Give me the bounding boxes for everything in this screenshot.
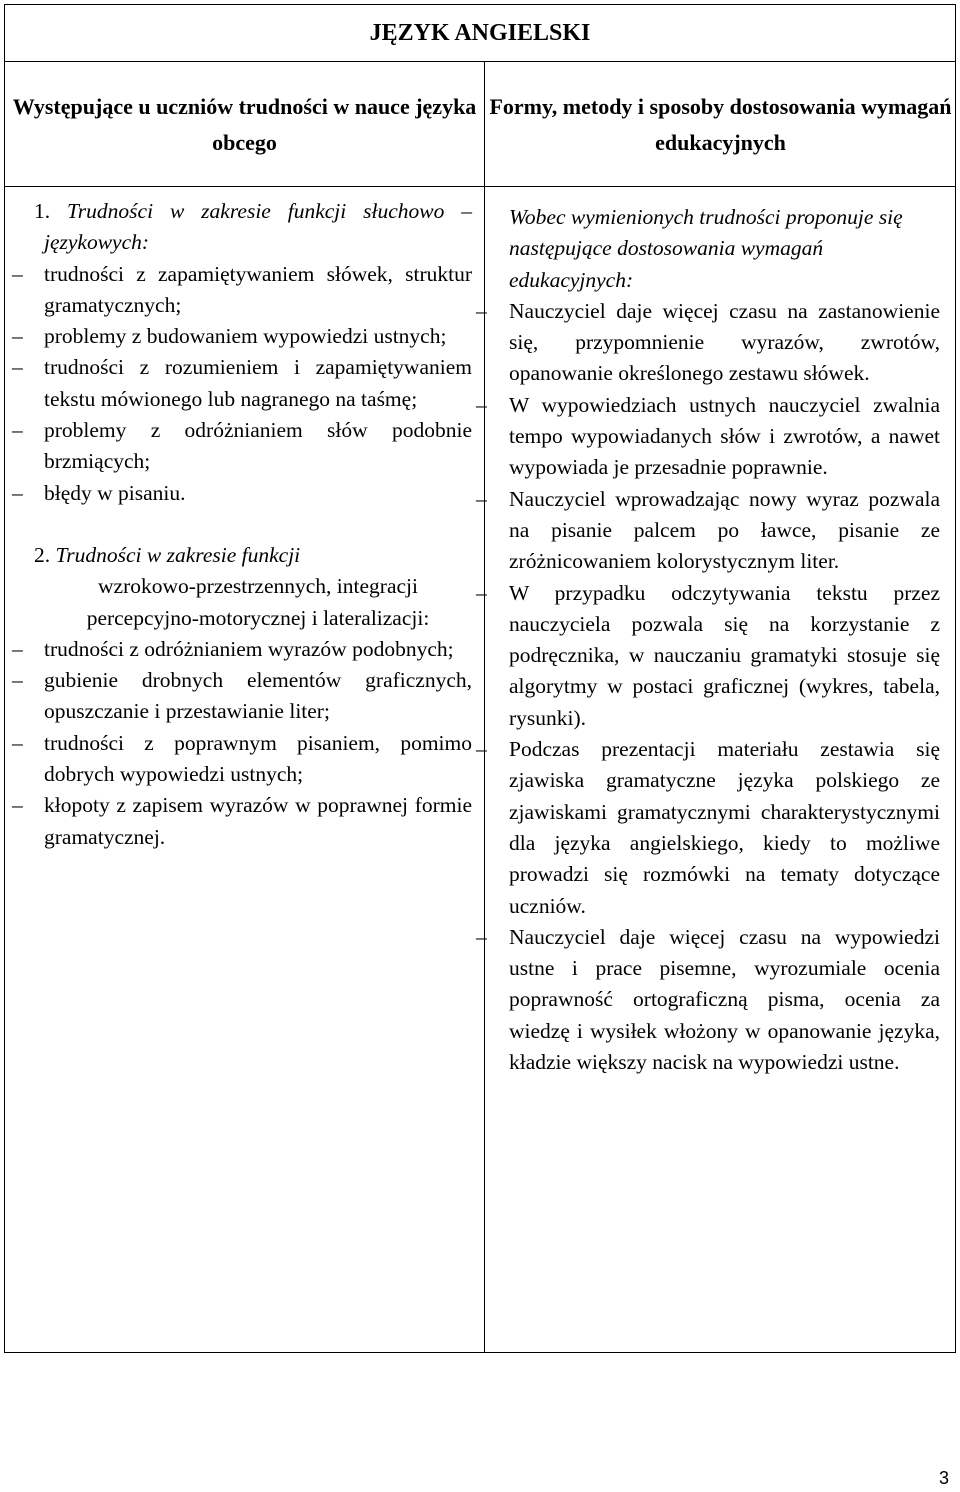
- list-item-text: W wypowiedziach ustnych nauczyciel zwalnia tempo wypowiadanych słów i zwrotów, a nawet wypowiada je przesadnie poprawnie.: [509, 392, 940, 480]
- list-item-text: Nauczyciel daje więcej czasu na zastanowienie się, przypomnienie wyrazów, zwrotów, opanowanie określonego zestawu słówek.: [509, 298, 940, 386]
- column-divider: [484, 62, 485, 1352]
- list-item-text: Nauczyciel daje więcej czasu na wypowiedzi ustne i prace pisemne, wyrozumiale ocenia poprawność ortograficzną pisma, ocenia za wiedzę i wysiłek włożony w opanowanie języka, kładzie większy nacisk na wypowiedzi ustne.: [509, 924, 940, 1075]
- dash-bullet: –: [12, 324, 23, 349]
- difficulty-list: [10, 259, 472, 509]
- list-item-text: W przypadku odczytywania tekstu przez nauczyciela pozwala się na korzystanie z podręcznika, w nauczaniu gramatyki stosuje się algorytmy w postaci graficznej (wykres, tabela, rysunki).: [509, 580, 940, 730]
- table-title: JĘZYK ANGIELSKI: [5, 5, 955, 62]
- adaptations-list: [476, 296, 940, 1078]
- list-item: [10, 790, 472, 853]
- difficulties-column: [10, 196, 472, 853]
- adaptations-column: [476, 202, 940, 1078]
- list-item-text: trudności z odróżnianiem wyrazów podobnych;: [44, 636, 454, 661]
- dash-bullet: –: [476, 486, 487, 511]
- list-item: [10, 352, 472, 415]
- list-item-text: Nauczyciel wprowadzając nowy wyraz pozwala na pisanie palcem po ławce, pisanie ze zróżnicowaniem kolorystycznym liter.: [509, 486, 940, 574]
- list-item-text: gubienie drobnych elementów graficznych, opuszczanie i przestawianie liter;: [44, 668, 472, 724]
- list-item: [476, 578, 940, 734]
- list-item-text: trudności z rozumieniem i zapamiętywaniem tekstu mówionego lub nagranego na taśmę;: [44, 355, 472, 411]
- section-number: 1.: [34, 199, 51, 223]
- list-item-text: błędy w pisaniu.: [44, 480, 186, 505]
- page-number: 3: [938, 1468, 949, 1488]
- section-number: 2.: [34, 542, 51, 567]
- dash-bullet: –: [12, 793, 23, 818]
- section-title: Trudności w zakresie funkcji słuchowo – językowych:: [44, 199, 473, 255]
- header-adaptations: Formy, metody i sposoby dostosowania wymagań edukacyjnych: [489, 93, 952, 155]
- table-header-row: [5, 62, 955, 187]
- list-item-text: trudności z zapamiętywaniem słówek, struktur gramatycznych;: [44, 261, 472, 317]
- section-heading: [10, 196, 472, 259]
- list-item: [476, 922, 940, 1078]
- dash-bullet: –: [476, 737, 487, 762]
- list-item: [476, 390, 940, 484]
- list-item-text: problemy z budowaniem wypowiedzi ustnych;: [44, 324, 447, 349]
- list-item: [10, 321, 472, 352]
- header-difficulties: Występujące u uczniów trudności w nauce języka obcego: [12, 93, 477, 155]
- list-item: [476, 484, 940, 578]
- difficulty-section-1: [10, 196, 472, 509]
- list-item: [10, 415, 472, 478]
- dash-bullet: –: [12, 418, 23, 443]
- dash-bullet: –: [12, 355, 23, 380]
- list-item: [476, 296, 940, 390]
- dash-bullet: –: [12, 730, 23, 755]
- list-item: [10, 728, 472, 791]
- difficulty-list: [10, 634, 472, 853]
- list-item: [476, 734, 940, 922]
- dash-bullet: –: [12, 480, 23, 505]
- section-title: Trudności w zakresie funkcji: [55, 542, 301, 567]
- list-item-text: trudności z poprawnym pisaniem, pomimo dobrych wypowiedzi ustnych;: [44, 730, 472, 787]
- dash-bullet: –: [12, 261, 23, 286]
- dash-bullet: –: [476, 392, 487, 417]
- list-item: [10, 259, 472, 322]
- list-item-text: Podczas prezentacji materiału zestawia się zjawiska gramatyczne języka polskiego ze zjawiskami gramatycznymi charakterystycznymi dla języka angielskiego, kiedy to możliwe prowadzi się rozmówki na tematy dotyczące uczniów.: [509, 737, 940, 918]
- list-item-text: kłopoty z zapisem wyrazów w poprawnej formie gramatycznej.: [44, 793, 472, 849]
- list-item: [10, 634, 472, 665]
- dash-bullet: –: [12, 636, 23, 661]
- list-item: [10, 478, 472, 509]
- list-item-text: problemy z odróżnianiem słów podobnie brzmiących;: [44, 418, 472, 474]
- section-heading: [10, 540, 472, 571]
- dash-bullet: –: [12, 668, 23, 693]
- dash-bullet: –: [476, 580, 487, 605]
- dash-bullet: –: [476, 924, 487, 949]
- adaptations-intro: Wobec wymienionych trudności proponuje się następujące dostosowania wymagań edukacyjnych:: [509, 205, 903, 292]
- difficulty-section-2: [10, 540, 472, 853]
- list-item: [10, 665, 472, 728]
- section-title-continued: wzrokowo-przestrzennych, integracji percepcyjno-motorycznej i lateralizacji:: [86, 574, 430, 630]
- dash-bullet: –: [476, 298, 487, 323]
